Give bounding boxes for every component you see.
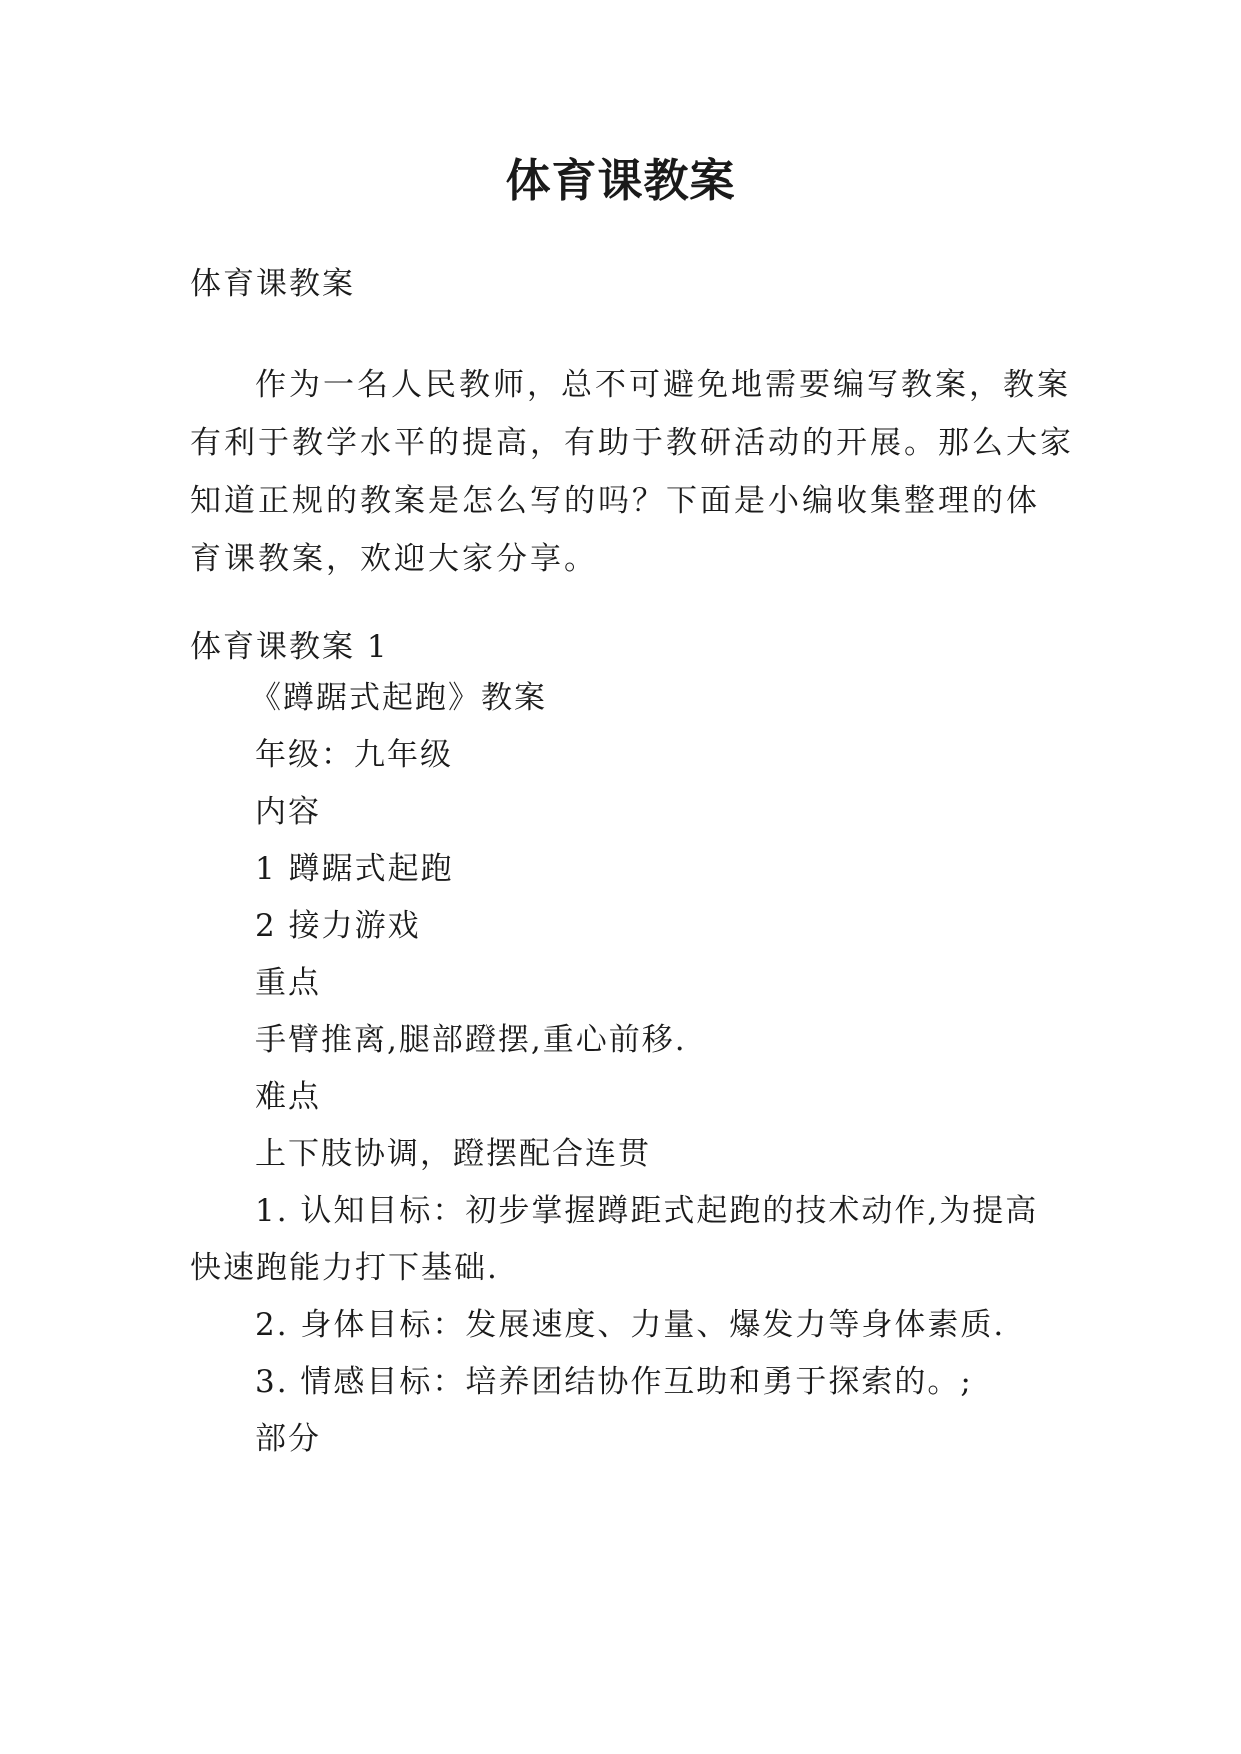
intro-paragraph: [190, 356, 1074, 588]
goal-2: 2. 身体目标：发展速度、力量、爆发力等身体素质.: [255, 1307, 1006, 1343]
section-heading: 体育课教案 1: [190, 629, 389, 665]
content-item-2: 2 接力游戏: [255, 908, 421, 944]
difficulty-text: 上下肢协调，蹬摆配合连贯: [255, 1136, 651, 1172]
content-label: 内容: [255, 794, 321, 830]
intro-line-4: 育课教案，欢迎大家分享。: [190, 541, 598, 577]
lesson-title: 《蹲踞式起跑》教案: [250, 680, 547, 716]
key-point-text: 手臂推离,腿部蹬摆,重心前移.: [255, 1022, 687, 1058]
part-label: 部分: [255, 1421, 321, 1457]
goal-1-line-1: 1. 认知目标：初步掌握蹲距式起跑的技术动作,为提高: [255, 1193, 1039, 1229]
key-point-label: 重点: [255, 965, 321, 1001]
content-item-1: 1 蹲踞式起跑: [255, 851, 454, 887]
document-subtitle: 体育课教案: [190, 266, 355, 302]
intro-line-3: 知道正规的教案是怎么写的吗？下面是小编收集整理的体: [190, 483, 1040, 519]
goal-1-line-2: 快速跑能力打下基础.: [190, 1250, 499, 1286]
grade-line: 年级：九年级: [255, 737, 453, 773]
difficulty-label: 难点: [255, 1079, 321, 1115]
document-title: 体育课教案: [505, 154, 736, 207]
intro-line-1: 作为一名人民教师，总不可避免地需要编写教案，教案: [255, 367, 1071, 403]
goal-3: 3. 情感目标：培养团结协作互助和勇于探索的。;: [255, 1364, 973, 1400]
intro-line-2: 有利于教学水平的提高，有助于教研活动的开展。那么大家: [190, 425, 1074, 461]
